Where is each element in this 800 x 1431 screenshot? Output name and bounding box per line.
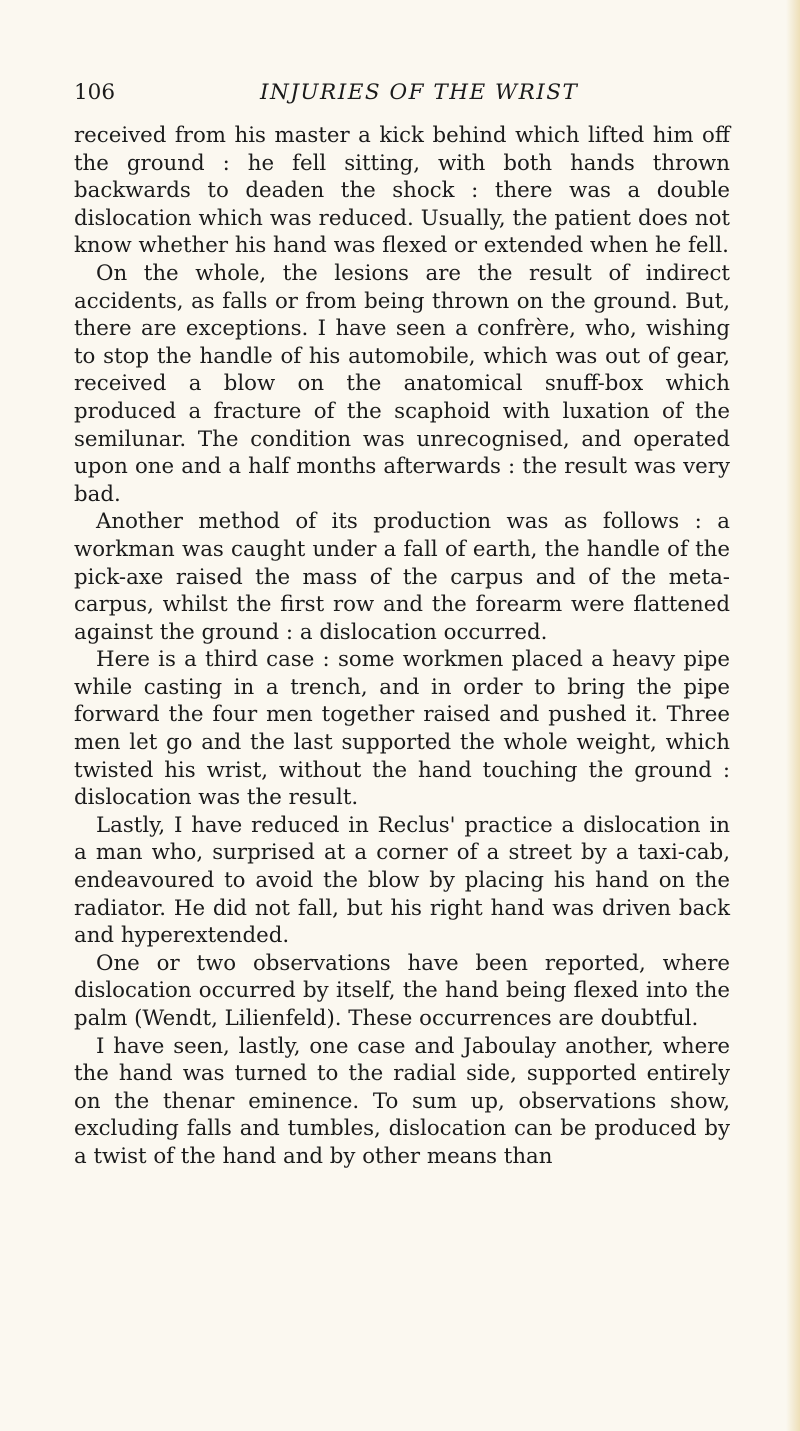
book-page bbox=[74, 78, 730, 1171]
running-title: INJURIES OF THE WRIST bbox=[260, 80, 579, 105]
body-text bbox=[74, 122, 730, 1171]
paragraph: One or two observations have been reported, where dislocation occurred by itself, the hand being flexed into the palm (Wendt, Lilienfeld). These occurrences are doubtful. bbox=[74, 950, 730, 1031]
paragraph: I have seen, lastly, one case and Jaboulay another, where the hand was turned to the radial side, supported entirely on the thenar eminence. To sum up, observations show, excluding falls and tumbles, dislocation can be produced by a twist of the hand and by other means than bbox=[74, 1033, 730, 1169]
running-head bbox=[74, 78, 730, 108]
paragraph: Here is a third case : some workmen placed a heavy pipe while casting in a trench, and in order to bring the pipe forward the four men together raised and pushed it. Three men let go and the last supported the whole weight, which twisted his wrist, without the hand touching the ground : dislocation was the result. bbox=[74, 647, 730, 811]
paragraph: On the whole, the lesions are the result of indirect accidents, as falls or from being thrown on the ground. But, there are exceptions. I have seen a confrère, who, wishing to stop the handle of his automobile, which was out of gear, received a blow on the anatomical snuff-box which produced a fracture of the scaphoid with luxation of the semilunar. The condition was unrecognised, and operated upon one and a half months afterwards : the result was very bad. bbox=[74, 260, 730, 507]
paragraph-continued: received from his master a kick behind which lifted him off the ground : he fell sitting, with both hands thrown backwards to deaden the shock : there was a double dislocation which was reduced. Usually, the patient does not know whether his hand was flexed or extended when he fell. bbox=[74, 123, 730, 259]
page-number: 106 bbox=[74, 80, 116, 105]
paragraph: Lastly, I have reduced in Reclus' practice a dislocation in a man who, surprised at a corner of a street by a taxi-cab, endeavoured to avoid the blow by placing his hand on the radiator. He did not fall, but his right hand was driven back and hyperextended. bbox=[74, 812, 730, 949]
page-edge-shadow bbox=[786, 0, 800, 1431]
paragraph: Another method of its production was as follows : a workman was caught under a fall of earth, the handle of the pick-axe raised the mass of the carpus and of the meta-carpus, whilst the first row and the forearm were flattened against the ground : a dislocation occurred. bbox=[74, 509, 730, 645]
